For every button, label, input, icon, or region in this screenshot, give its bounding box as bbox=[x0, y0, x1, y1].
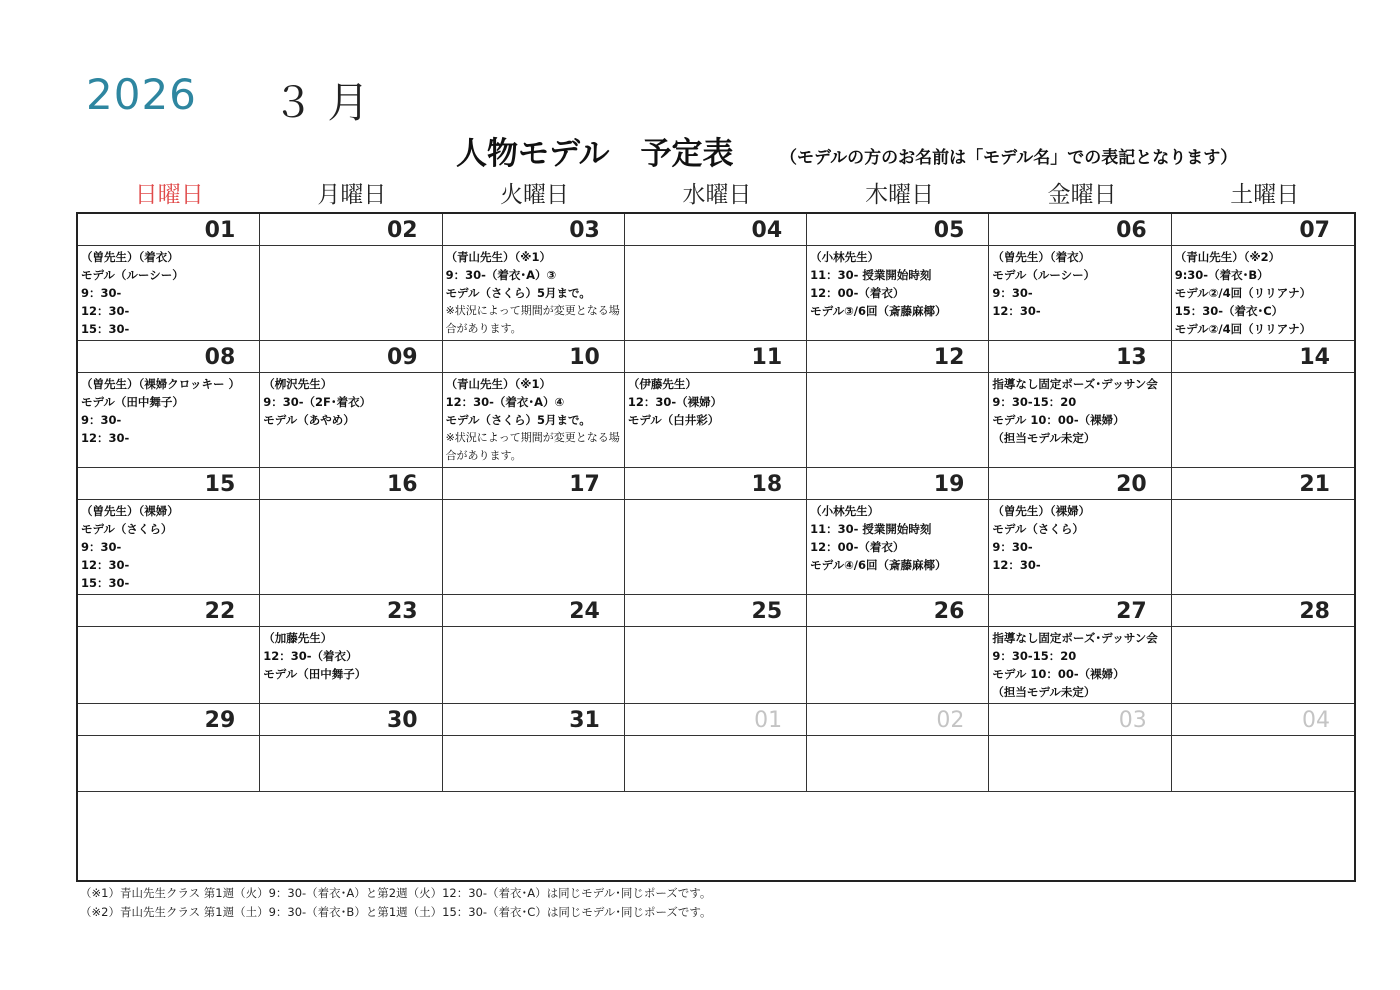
weekday-header bbox=[78, 176, 1356, 209]
day-number: 03 bbox=[443, 214, 624, 246]
schedule-line: モデル③/6回（斎藤麻椰） bbox=[810, 304, 947, 318]
day-cell bbox=[260, 468, 442, 595]
weekday-sunday: 日曜日 bbox=[134, 182, 204, 208]
day-schedule bbox=[260, 246, 441, 250]
schedule-line: モデル 10：00-（裸婦） bbox=[992, 667, 1125, 681]
schedule-line: 12：30- bbox=[81, 431, 130, 445]
schedule-line: 12：30- bbox=[992, 558, 1041, 572]
schedule-line: （加藤先生） bbox=[263, 631, 333, 645]
day-cell bbox=[807, 341, 989, 468]
schedule-line: 12：00-（着衣） bbox=[810, 286, 905, 300]
day-cell bbox=[807, 704, 989, 792]
schedule-note: ※状況によって期間が変更となる場 bbox=[445, 304, 620, 317]
day-schedule bbox=[1172, 373, 1354, 377]
day-cell bbox=[443, 468, 625, 595]
day-cell bbox=[443, 341, 625, 468]
weekday-wednesday: 水曜日 bbox=[682, 182, 752, 208]
day-cell bbox=[1172, 214, 1354, 341]
schedule-line: （曽先生）（裸婦） bbox=[992, 504, 1091, 518]
schedule-line: （担当モデル未定） bbox=[992, 431, 1096, 445]
year-label: 2026 bbox=[86, 70, 197, 119]
day-number: 17 bbox=[443, 468, 624, 500]
schedule-line: 15：30- bbox=[81, 576, 130, 590]
day-number: 01 bbox=[625, 704, 806, 736]
schedule-line: モデル（田中舞子） bbox=[81, 395, 184, 409]
schedule-line: モデル②/4回（リリアナ） bbox=[1174, 286, 1312, 300]
day-schedule bbox=[443, 736, 624, 740]
day-schedule bbox=[807, 500, 988, 576]
schedule-line: 12：30- bbox=[81, 558, 130, 572]
day-number: 31 bbox=[443, 704, 624, 736]
schedule-line: 9：30-15：20 bbox=[992, 649, 1077, 663]
schedule-line: 9：30- bbox=[81, 540, 122, 554]
day-schedule bbox=[625, 736, 806, 740]
weekday-saturday: 土曜日 bbox=[1230, 182, 1300, 208]
day-number: 24 bbox=[443, 595, 624, 627]
schedule-line: 9：30-（2F･着衣） bbox=[263, 395, 372, 409]
day-schedule bbox=[1172, 500, 1354, 504]
day-schedule bbox=[443, 627, 624, 631]
day-schedule bbox=[443, 246, 624, 340]
day-cell bbox=[443, 595, 625, 704]
day-number: 09 bbox=[260, 341, 441, 373]
weekday-friday: 金曜日 bbox=[1047, 182, 1117, 208]
day-cell bbox=[78, 468, 260, 595]
day-schedule bbox=[989, 246, 1170, 322]
schedule-line: 指導なし固定ポーズ･デッサン会 bbox=[992, 377, 1158, 391]
day-cell bbox=[1172, 341, 1354, 468]
day-cell bbox=[625, 341, 807, 468]
day-schedule bbox=[989, 627, 1170, 703]
schedule-line: 12：30-（裸婦） bbox=[627, 395, 723, 409]
day-number: 29 bbox=[78, 704, 259, 736]
day-number: 22 bbox=[78, 595, 259, 627]
day-schedule bbox=[807, 246, 988, 322]
schedule-line: 12：30-（着衣･A）④ bbox=[445, 395, 565, 409]
calendar-grid bbox=[76, 212, 1356, 882]
day-number: 02 bbox=[807, 704, 988, 736]
schedule-line: （小林先生） bbox=[810, 250, 880, 264]
day-number: 27 bbox=[989, 595, 1170, 627]
day-cell bbox=[989, 341, 1171, 468]
day-schedule bbox=[625, 500, 806, 504]
weekday-thursday: 木曜日 bbox=[865, 182, 935, 208]
day-schedule bbox=[1172, 627, 1354, 631]
schedule-line: モデル②/4回（リリアナ） bbox=[1174, 322, 1312, 336]
schedule-line: モデル（あやめ） bbox=[263, 413, 355, 427]
schedule-line: モデル（さくら）5月まで。 bbox=[445, 413, 591, 427]
schedule-line: 12：30- bbox=[81, 304, 130, 318]
day-number: 02 bbox=[260, 214, 441, 246]
day-number: 11 bbox=[625, 341, 806, 373]
day-schedule bbox=[1172, 736, 1354, 740]
schedule-note: 合があります。 bbox=[445, 449, 522, 462]
day-number: 13 bbox=[989, 341, 1170, 373]
day-schedule bbox=[260, 500, 441, 504]
schedule-line: モデル 10：00-（裸婦） bbox=[992, 413, 1125, 427]
schedule-line: 9：30- bbox=[81, 286, 122, 300]
day-cell bbox=[625, 214, 807, 341]
schedule-line: 12：00-（着衣） bbox=[810, 540, 905, 554]
day-cell bbox=[807, 214, 989, 341]
day-cell bbox=[1172, 704, 1354, 792]
day-cell bbox=[989, 595, 1171, 704]
schedule-line: 12：30-（着衣） bbox=[263, 649, 358, 663]
schedule-line: （伊藤先生） bbox=[627, 377, 697, 391]
schedule-line: モデル（さくら）5月まで。 bbox=[445, 286, 591, 300]
day-number: 19 bbox=[807, 468, 988, 500]
schedule-line: 15：30-（着衣･C） bbox=[1174, 304, 1284, 318]
schedule-line: 11：30- 授業開始時刻 bbox=[810, 522, 932, 536]
day-schedule bbox=[989, 373, 1170, 449]
day-cell bbox=[807, 468, 989, 595]
day-number: 04 bbox=[1172, 704, 1354, 736]
day-number: 18 bbox=[625, 468, 806, 500]
day-number: 08 bbox=[78, 341, 259, 373]
day-cell bbox=[1172, 595, 1354, 704]
page-title: 人物モデル 予定表 bbox=[456, 136, 734, 172]
schedule-line: 9：30-15：20 bbox=[992, 395, 1077, 409]
schedule-line: 15：30- bbox=[81, 322, 130, 336]
day-number: 25 bbox=[625, 595, 806, 627]
day-cell bbox=[260, 214, 442, 341]
day-schedule bbox=[78, 627, 259, 631]
schedule-line: モデル（白井彩） bbox=[627, 413, 720, 427]
schedule-line: （曽先生）（裸婦クロッキー ） bbox=[81, 377, 241, 391]
schedule-line: モデル（ルーシー） bbox=[81, 268, 184, 282]
day-cell bbox=[625, 704, 807, 792]
day-cell bbox=[989, 214, 1171, 341]
day-schedule bbox=[625, 373, 806, 431]
weekday-monday: 月曜日 bbox=[317, 182, 387, 208]
schedule-line: 9:30-（着衣･B） bbox=[1174, 268, 1269, 282]
day-number: 07 bbox=[1172, 214, 1354, 246]
day-number: 05 bbox=[807, 214, 988, 246]
schedule-line: （担当モデル未定） bbox=[992, 685, 1096, 699]
day-cell bbox=[78, 214, 260, 341]
day-schedule bbox=[78, 500, 259, 594]
schedule-line: （青山先生）（※2） bbox=[1174, 250, 1281, 264]
day-cell bbox=[78, 595, 260, 704]
day-schedule bbox=[625, 246, 806, 250]
day-cell bbox=[1172, 468, 1354, 595]
schedule-note: ※状況によって期間が変更となる場 bbox=[445, 431, 620, 444]
day-number: 14 bbox=[1172, 341, 1354, 373]
day-cell bbox=[78, 341, 260, 468]
day-number: 15 bbox=[78, 468, 259, 500]
day-number: 26 bbox=[807, 595, 988, 627]
schedule-line: モデル（ルーシー） bbox=[992, 268, 1096, 282]
day-number: 16 bbox=[260, 468, 441, 500]
footnote-2: （※2）青山先生クラス 第1週（土）9：30-（着衣･B）と第1週（土）15：30-（着衣･C）は同じモデル･同じポーズです。 bbox=[80, 905, 712, 919]
day-schedule bbox=[78, 736, 259, 740]
day-schedule bbox=[807, 736, 988, 740]
day-schedule bbox=[807, 373, 988, 377]
day-schedule bbox=[443, 373, 624, 467]
weekday-tuesday: 火曜日 bbox=[499, 182, 569, 208]
schedule-line: 9：30- bbox=[81, 413, 122, 427]
day-number: 21 bbox=[1172, 468, 1354, 500]
page-subtitle: （モデルの方のお名前は「モデル名」での表記となります） bbox=[780, 148, 1238, 168]
day-schedule bbox=[78, 373, 259, 449]
schedule-line: モデル④/6回（斎藤麻椰） bbox=[810, 558, 947, 572]
day-number: 10 bbox=[443, 341, 624, 373]
day-cell bbox=[625, 595, 807, 704]
day-number: 28 bbox=[1172, 595, 1354, 627]
day-number: 23 bbox=[260, 595, 441, 627]
schedule-line: （青山先生）（※1） bbox=[445, 377, 551, 391]
day-schedule bbox=[1172, 246, 1354, 340]
day-schedule bbox=[260, 373, 441, 431]
day-schedule bbox=[260, 627, 441, 685]
schedule-line: モデル（田中舞子） bbox=[263, 667, 367, 681]
schedule-line: （青山先生）（※1） bbox=[445, 250, 551, 264]
day-cell bbox=[260, 341, 442, 468]
schedule-line: 9：30- bbox=[992, 286, 1033, 300]
month-label: ３ 月 bbox=[272, 78, 370, 127]
schedule-line: 12：30- bbox=[992, 304, 1041, 318]
day-number: 01 bbox=[78, 214, 259, 246]
schedule-line: （曽先生）（裸婦） bbox=[81, 504, 179, 518]
day-number: 12 bbox=[807, 341, 988, 373]
day-number: 20 bbox=[989, 468, 1170, 500]
schedule-note: 合があります。 bbox=[445, 322, 522, 335]
schedule-line: （小林先生） bbox=[810, 504, 880, 518]
schedule-line: 9：30- bbox=[992, 540, 1033, 554]
schedule-line: （栁沢先生） bbox=[263, 377, 333, 391]
footnotes bbox=[80, 884, 712, 922]
day-cell bbox=[989, 468, 1171, 595]
schedule-line: モデル（さくら） bbox=[81, 522, 173, 536]
day-schedule bbox=[78, 246, 259, 340]
day-schedule bbox=[989, 736, 1170, 740]
day-cell bbox=[260, 595, 442, 704]
schedule-line: （曽先生）（着衣） bbox=[992, 250, 1091, 264]
day-cell bbox=[807, 595, 989, 704]
day-cell bbox=[78, 704, 260, 792]
schedule-line: （曽先生）（着衣） bbox=[81, 250, 179, 264]
day-cell bbox=[443, 704, 625, 792]
day-schedule bbox=[625, 627, 806, 631]
day-cell bbox=[443, 214, 625, 341]
schedule-line: 11：30- 授業開始時刻 bbox=[810, 268, 932, 282]
schedule-line: 9：30-（着衣･A）③ bbox=[445, 268, 557, 282]
day-schedule bbox=[807, 627, 988, 631]
schedule-line: モデル（さくら） bbox=[992, 522, 1084, 536]
footnote-1: （※1）青山先生クラス 第1週（火）9：30-（着衣･A）と第2週（火）12：30-（着衣･A）は同じモデル･同じポーズです。 bbox=[80, 886, 712, 900]
day-schedule bbox=[989, 500, 1170, 576]
day-cell bbox=[989, 704, 1171, 792]
schedule-line: 指導なし固定ポーズ･デッサン会 bbox=[992, 631, 1158, 645]
day-schedule bbox=[443, 500, 624, 504]
day-cell bbox=[625, 468, 807, 595]
day-number: 03 bbox=[989, 704, 1170, 736]
day-number: 30 bbox=[260, 704, 441, 736]
day-number: 06 bbox=[989, 214, 1170, 246]
day-number: 04 bbox=[625, 214, 806, 246]
day-cell bbox=[260, 704, 442, 792]
day-schedule bbox=[260, 736, 441, 740]
